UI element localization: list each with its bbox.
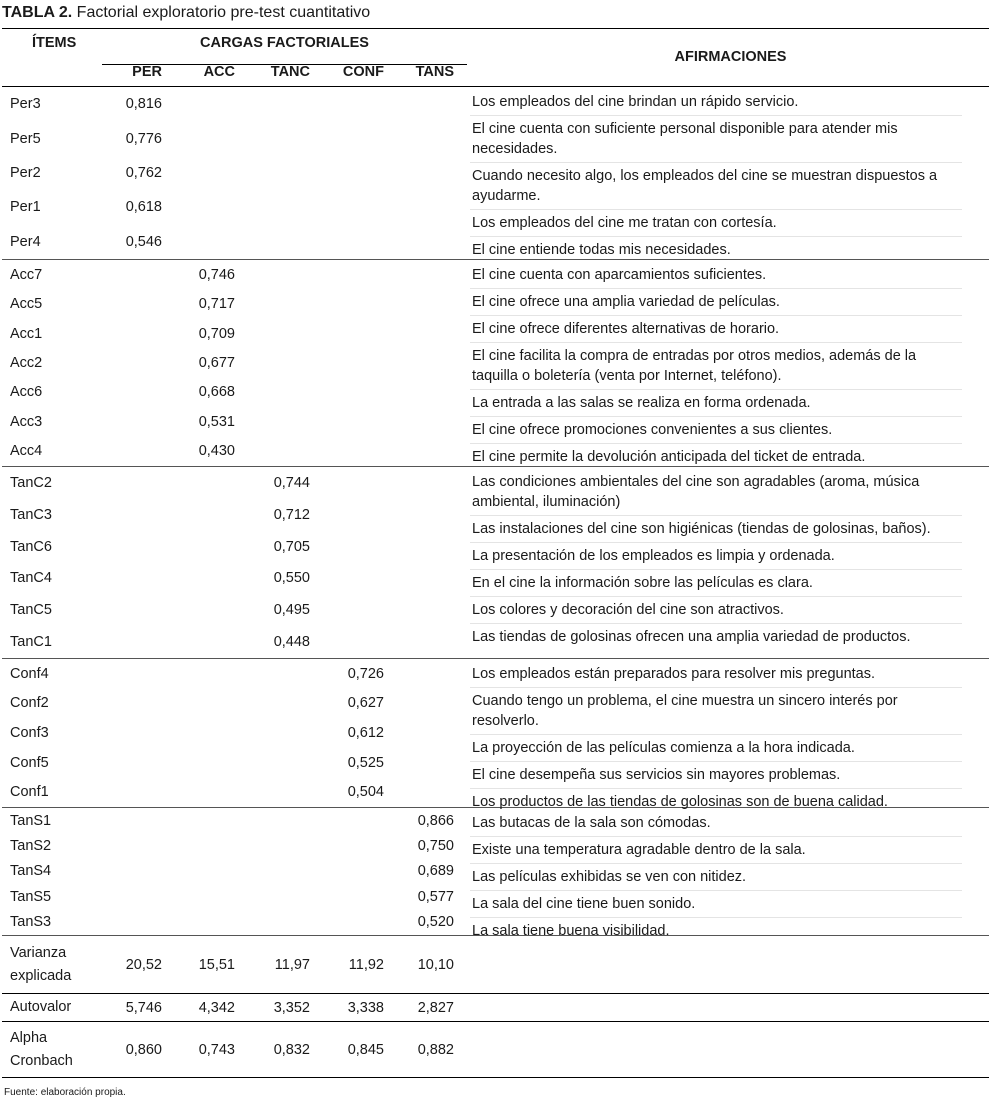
summary-value: 11,92 [348,956,384,973]
item-code: TanS5 [10,888,52,905]
statement: En el cine la información sobre las películas es clara. [470,570,962,597]
factor-loading: 0,705 [273,538,310,555]
table-row [2,473,467,493]
item-code: TanC1 [10,634,52,651]
table-row [2,537,467,557]
factor-loading: 0,709 [198,325,235,342]
item-code: Per5 [10,130,41,147]
summary-value: 0,743 [198,1041,235,1058]
statement: El cine facilita la compra de entradas por otros medios, además de la taquilla o boletería (venta por Internet, teléfono). [470,343,962,390]
summary-value: 10,10 [417,956,454,973]
item-code: TanS3 [10,914,52,931]
table-row [2,568,467,588]
item-code: Conf2 [10,695,49,712]
factor-loading: 0,776 [125,130,162,147]
table-row [2,664,467,684]
item-code: Conf4 [10,665,49,682]
factor-loading: 0,866 [417,812,454,829]
item-code: Acc7 [10,266,43,283]
loadings-list [2,467,467,658]
header-items: ÍTEMS [32,35,77,51]
item-code: TanC6 [10,538,52,555]
table-header [2,28,989,87]
table-row [2,811,467,831]
statement: Los colores y decoración del cine son atractivos. [470,597,962,624]
item-code: Conf3 [10,724,49,741]
summary-value: 5,746 [125,999,162,1016]
statement: Los empleados están preparados para resolver mis preguntas. [470,661,962,688]
factor-loading: 0,712 [273,506,310,523]
summary-row [2,994,989,1022]
factor-loading: 0,816 [125,96,162,113]
table-row [2,782,467,802]
factor-loading: 0,448 [273,634,310,651]
summary-label: Autovalor [10,999,72,1015]
factor-loading: 0,746 [198,266,235,283]
table-row [2,382,467,402]
item-code: TanC2 [10,474,52,491]
factor-loading: 0,618 [125,199,162,216]
factor-loading: 0,525 [347,754,384,771]
loadings-list [2,659,467,807]
statement: Los productos de las tiendas de golosinas son de buena calidad. [472,794,888,810]
statement: La sala del cine tiene buen sonido. [470,891,962,918]
factor-loading: 0,627 [347,695,384,712]
table-row [2,861,467,881]
table-row [2,600,467,620]
summary-value: 0,832 [273,1041,310,1058]
summary-row [2,1022,989,1078]
summary-label: Alpha Cronbach [10,1029,73,1069]
table-row [2,441,467,461]
table-row [2,912,467,932]
summary-label: Varianza explicada [10,944,72,984]
statements-list [470,810,985,944]
factor-loading: 0,762 [125,164,162,181]
factor-loading: 0,668 [198,384,235,401]
table-row [2,505,467,525]
summary-value: 0,882 [417,1041,454,1058]
item-code: Acc2 [10,354,43,371]
table-row [2,723,467,743]
factor-loading: 0,744 [273,474,310,491]
factor-section-acc [2,260,989,467]
header-cargas-factoriales: CARGAS FACTORIALES [200,35,369,51]
factor-loading: 0,717 [198,296,235,313]
summary-value: 0,845 [347,1041,384,1058]
item-code: Conf1 [10,784,49,801]
summary-value: 20,52 [125,956,162,973]
table-row [2,693,467,713]
summary-value: 3,338 [347,999,384,1016]
statement: Los empleados del cine me tratan con cortesía. [470,210,962,237]
statement: El cine cuenta con suficiente personal disponible para atender mis necesidades. [470,116,962,163]
table-row [2,324,467,344]
summary-value: 0,860 [125,1041,162,1058]
item-code: Conf5 [10,754,49,771]
loadings-list [2,260,467,466]
statement: El cine permite la devolución anticipada del ticket de entrada. [472,449,866,465]
item-code: Per2 [10,164,41,181]
table-row [2,412,467,432]
item-code: TanC5 [10,602,52,619]
loadings-list [2,808,467,935]
item-code: Acc1 [10,325,43,342]
table-row [2,163,467,183]
statement: Las butacas de la sala son cómodas. [470,810,962,837]
statement: El cine ofrece diferentes alternativas de horario. [470,316,962,343]
factor-section-conf [2,659,989,808]
item-code: Acc6 [10,384,43,401]
table-row [2,353,467,373]
statements-list [470,262,985,470]
factor-section-tanc [2,467,989,659]
factor-loading: 0,750 [417,838,454,855]
factor-loading: 0,520 [417,914,454,931]
table-row [2,129,467,149]
statement: El cine entiende todas mis necesidades. [472,242,731,258]
summary-value: 11,97 [274,956,310,973]
table-row [2,265,467,285]
factor-loading: 0,504 [347,784,384,801]
statement: Las instalaciones del cine son higiénicas (tiendas de golosinas, baños). [470,516,962,543]
statement: El cine ofrece una amplia variedad de películas. [470,289,962,316]
table-row [2,94,467,114]
table-row [2,294,467,314]
header-tans: TANS [415,64,454,80]
table-source: Fuente: elaboración propia. [4,1087,126,1098]
summary-value: 2,827 [417,999,454,1016]
table-caption: Factorial exploratorio pre-test cuantitativo [76,4,371,21]
statement: Las películas exhibidas se ven con nitidez. [470,864,962,891]
table-label: TABLA 2. [2,4,73,21]
factor-loading: 0,495 [273,602,310,619]
header-afirmaciones: AFIRMACIONES [674,49,787,65]
statement: La sala tiene buena visibilidad. [472,923,670,939]
statement: Cuando necesito algo, los empleados del cine se muestran dispuestos a ayudarme. [470,163,962,210]
header-conf: CONF [342,64,384,80]
table-row [2,632,467,652]
statements-list [470,469,985,650]
statements-list [470,661,985,815]
summary-row [2,936,989,994]
item-code: Acc3 [10,413,43,430]
item-code: Per4 [10,233,41,250]
factor-loading: 0,612 [347,724,384,741]
table-2 [2,0,989,1098]
item-code: TanS2 [10,838,52,855]
statement: Existe una temperatura agradable dentro de la sala. [470,837,962,864]
table-row [2,232,467,252]
statement: La presentación de los empleados es limpia y ordenada. [470,543,962,570]
statement: Las tiendas de golosinas ofrecen una amplia variedad de productos. [472,629,911,645]
statement: Las condiciones ambientales del cine son agradables (aroma, música ambiental, iluminación) [470,469,962,516]
factor-loading: 0,430 [198,443,235,460]
item-code: TanS1 [10,812,52,829]
header-acc: ACC [203,64,235,80]
item-code: Acc5 [10,296,43,313]
item-code: TanC4 [10,570,52,587]
statement: Los empleados del cine brindan un rápido servicio. [470,89,962,116]
factor-loading: 0,531 [198,413,235,430]
item-code: Per3 [10,96,41,113]
factor-loading: 0,689 [417,863,454,880]
item-code: TanS4 [10,863,52,880]
item-code: Acc4 [10,443,43,460]
factor-loading: 0,577 [417,888,454,905]
factor-loading: 0,546 [125,233,162,250]
summary-value: 3,352 [273,999,310,1016]
factor-loading: 0,677 [198,354,235,371]
factor-loading: 0,550 [273,570,310,587]
factor-loading: 0,726 [347,665,384,682]
summary-value: 4,342 [198,999,235,1016]
header-tanc: TANC [270,64,310,80]
statement: El cine desempeña sus servicios sin mayores problemas. [470,762,962,789]
statement: El cine cuenta con aparcamientos suficientes. [470,262,962,289]
loadings-list [2,87,467,259]
factor-section-per [2,87,989,260]
header-per: PER [132,64,162,80]
statement: La proyección de las películas comienza a la hora indicada. [470,735,962,762]
table-row [2,836,467,856]
summary-value: 15,51 [198,956,235,973]
statement: El cine ofrece promociones convenientes a sus clientes. [470,417,962,444]
table-row [2,197,467,217]
statement: Cuando tengo un problema, el cine muestra un sincero interés por resolverlo. [470,688,962,735]
table-row [2,753,467,773]
statement: La entrada a las salas se realiza en forma ordenada. [470,390,962,417]
table-row [2,887,467,907]
item-code: Per1 [10,199,41,216]
factor-section-tans [2,808,989,939]
item-code: TanC3 [10,506,52,523]
table-title [2,0,989,28]
statements-list [470,89,985,263]
